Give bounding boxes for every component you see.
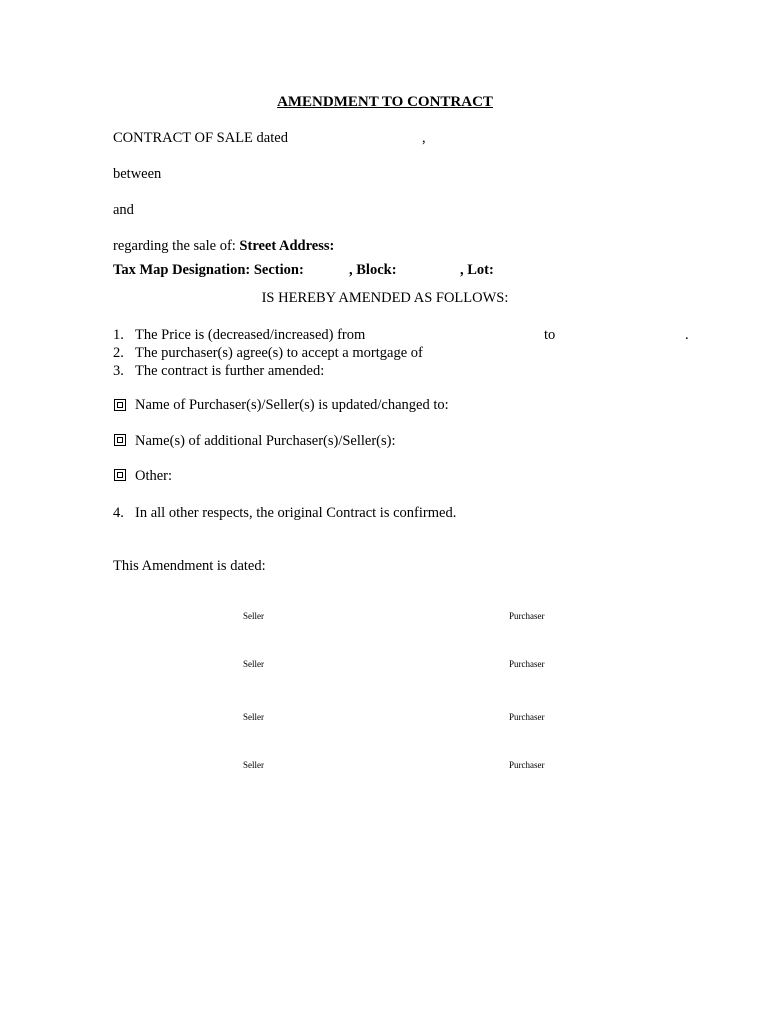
additional-names-checkbox[interactable]	[114, 434, 126, 446]
contract-date-comma: ,	[422, 130, 426, 146]
seller-signature-label: Seller	[243, 760, 264, 770]
item1-end-period: .	[685, 327, 689, 343]
street-address-label: Street Address:	[239, 238, 335, 254]
purchaser-signature-label: Purchaser	[509, 760, 545, 770]
item3-number: 3.	[113, 363, 124, 379]
seller-signature-label: Seller	[243, 659, 264, 669]
item1-text: The Price is (decreased/increased) from	[135, 327, 366, 343]
item3-text: The contract is further amended:	[135, 363, 325, 379]
document-title: AMENDMENT TO CONTRACT	[277, 94, 493, 110]
name-change-checkbox[interactable]	[114, 399, 126, 411]
sale-line	[113, 238, 334, 255]
contract-date-label: CONTRACT OF SALE dated	[113, 130, 288, 146]
other-checkbox[interactable]	[114, 469, 126, 481]
amendment-dated-label: This Amendment is dated:	[113, 558, 266, 574]
item4-number: 4.	[113, 505, 124, 521]
amended-heading: IS HEREBY AMENDED AS FOLLOWS:	[261, 290, 509, 306]
item2-number: 2.	[113, 345, 124, 361]
purchaser-signature-label: Purchaser	[509, 712, 545, 722]
seller-signature-label: Seller	[243, 712, 264, 722]
item2-text: The purchaser(s) agree(s) to accept a mortgage of	[135, 345, 423, 361]
seller-signature-label: Seller	[243, 611, 264, 621]
item1-to-label: to	[544, 327, 556, 343]
and-label: and	[113, 202, 134, 218]
tax-map-section-label: Tax Map Designation: Section:	[113, 262, 304, 278]
purchaser-signature-label: Purchaser	[509, 611, 545, 621]
item1-number: 1.	[113, 327, 124, 343]
tax-map-lot-label: , Lot:	[460, 262, 494, 278]
tax-map-block-label: , Block:	[349, 262, 397, 278]
additional-names-label: Name(s) of additional Purchaser(s)/Seller(s):	[135, 433, 396, 449]
purchaser-signature-label: Purchaser	[509, 659, 545, 669]
sale-prefix: regarding the sale of:	[113, 238, 236, 254]
between-label: between	[113, 166, 162, 182]
name-change-label: Name of Purchaser(s)/Seller(s) is updated/changed to:	[135, 397, 449, 413]
item4-text: In all other respects, the original Contract is confirmed.	[135, 505, 457, 521]
other-label: Other:	[135, 468, 173, 484]
